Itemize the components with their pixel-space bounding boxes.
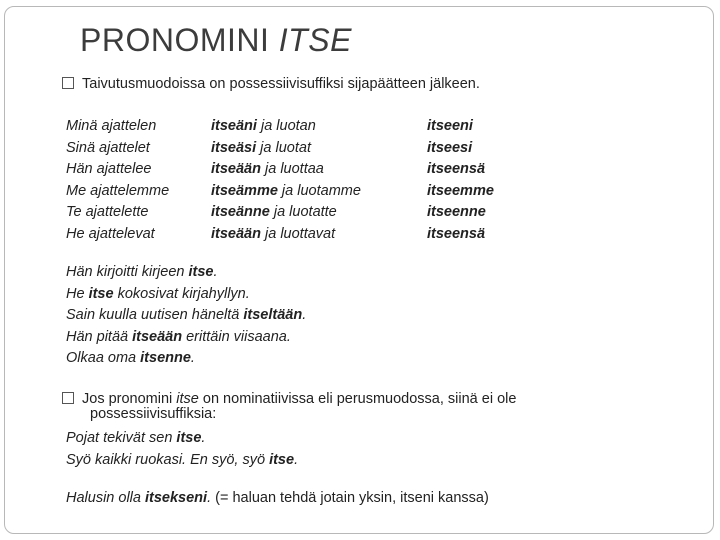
- bullet-1: [62, 76, 480, 92]
- example-text: .: [201, 430, 206, 446]
- form-rest: ja luottavat: [260, 225, 336, 242]
- bullet-2: [62, 392, 516, 422]
- form-rest: ja luotan: [256, 118, 316, 134]
- example-text: Hän pitää: [66, 328, 133, 345]
- example-bold: itse: [88, 285, 114, 302]
- table-row: [66, 202, 527, 224]
- form-bold: itseään: [211, 225, 261, 242]
- person-cell: Hän ajattelee: [66, 161, 152, 177]
- bullet-2-text: on nominatiivissa eli perusmuodossa, siinä ei ole: [198, 391, 517, 407]
- example-line: [66, 488, 489, 510]
- form-rest: ja luotat: [256, 139, 311, 156]
- table-row: [66, 138, 527, 160]
- person-cell: Me ajattelemme: [66, 182, 170, 199]
- form-bold: itseään: [211, 161, 261, 177]
- example-text: .: [294, 451, 299, 468]
- form-bold: itseäni: [211, 118, 257, 134]
- person-cell: Sinä ajattelet: [66, 139, 150, 156]
- example-bold: itseään: [132, 328, 183, 345]
- example-bold: itse: [188, 264, 214, 280]
- form-bold: itseämme: [211, 182, 278, 199]
- example-bold: itse: [269, 451, 295, 468]
- example-line: [66, 262, 306, 284]
- slide-title: [80, 22, 352, 59]
- title-main: PRONOMINI: [80, 22, 279, 58]
- example-line: [66, 327, 306, 349]
- form-cell: [211, 202, 427, 224]
- example-text: erittäin viisaana.: [182, 328, 291, 345]
- example-text: .: [207, 490, 212, 506]
- table-row: [66, 181, 527, 203]
- short-cell: itseemme: [427, 182, 494, 199]
- example-line: [66, 348, 306, 370]
- checkbox-bullet-icon: [62, 77, 74, 89]
- checkbox-bullet-icon: [62, 392, 74, 404]
- example-bold: itse: [176, 430, 202, 446]
- title-italic: ITSE: [278, 22, 352, 58]
- example-text: .: [302, 307, 307, 323]
- bullet-2-line2: possessiivisuffiksia:: [90, 406, 217, 422]
- short-cell: itseensä: [427, 225, 486, 242]
- example-text: Syö kaikki ruokasi. En syö, syö: [66, 451, 270, 468]
- example-text: Pojat tekivät sen: [66, 430, 177, 446]
- example-bold: itsenne: [140, 350, 191, 366]
- short-cell: itseenne: [427, 204, 486, 220]
- bullet-2-text: Jos pronomini: [82, 391, 177, 407]
- conjugation-table: [66, 116, 527, 245]
- example-text: Hän kirjoitti kirjeen: [66, 264, 189, 280]
- form-cell: [211, 159, 427, 181]
- example-text: Sain kuulla uutisen häneltä: [66, 307, 244, 323]
- form-bold: itseänne: [211, 204, 270, 220]
- short-cell: itseeni: [427, 118, 473, 134]
- form-cell: [211, 138, 427, 160]
- short-cell: itseesi: [427, 139, 473, 156]
- example-sentences-2: [66, 428, 298, 471]
- example-line: [66, 428, 298, 450]
- form-rest: ja luotatte: [269, 204, 337, 220]
- table-row: [66, 159, 527, 181]
- table-row: [66, 116, 527, 138]
- bullet-1-text: Taivutusmuodoissa on possessiivisuffiksi sijapäätteen jälkeen.: [82, 76, 480, 92]
- person-cell: He ajattelevat: [66, 225, 155, 242]
- person-cell: Te ajattelette: [66, 204, 149, 220]
- person-cell: Minä ajattelen: [66, 118, 157, 134]
- example-bold: itseltään: [243, 307, 303, 323]
- table-row: [66, 224, 527, 246]
- form-rest: ja luotamme: [277, 182, 361, 199]
- example-text: .: [190, 350, 195, 366]
- explanation-text: (= haluan tehdä jotain yksin, itseni kanssa): [211, 490, 489, 506]
- form-cell: [211, 224, 427, 246]
- example-text: He: [66, 285, 89, 302]
- bullet-2-line1: [62, 392, 516, 407]
- example-text: Olkaa oma: [66, 350, 141, 366]
- example-sentences: [66, 262, 306, 370]
- example-line: [66, 284, 306, 306]
- example-bold: itsekseni: [145, 490, 208, 506]
- form-cell: [211, 116, 427, 138]
- form-bold: itseäsi: [211, 139, 257, 156]
- example-text: Halusin olla: [66, 490, 145, 506]
- form-cell: [211, 181, 427, 203]
- example-text: kokosivat kirjahyllyn.: [113, 285, 250, 302]
- example-line: [66, 450, 298, 472]
- example-line: [66, 305, 306, 327]
- final-example: [66, 488, 489, 510]
- short-cell: itseensä: [427, 161, 486, 177]
- example-text: .: [213, 264, 218, 280]
- form-rest: ja luottaa: [260, 161, 324, 177]
- bullet-2-italic: itse: [176, 391, 199, 407]
